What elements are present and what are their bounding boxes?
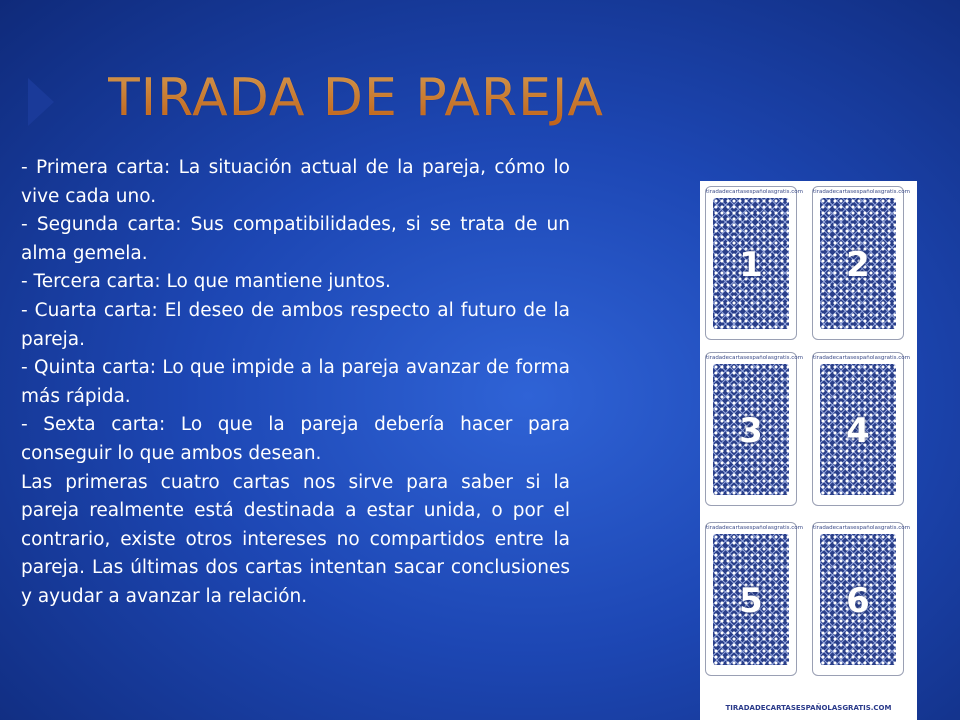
watermark-text: TIRADADECARTASESPAÑOLASGRATIS.COM xyxy=(725,704,892,712)
card-number: 5 xyxy=(739,581,763,621)
card-number: 1 xyxy=(739,245,763,285)
body-text xyxy=(21,154,570,612)
chevron-decoration-icon xyxy=(28,78,54,126)
card-brand-text: tiradadecartasespañolasgratis.com xyxy=(813,189,910,195)
card-brand-text: tiradadecartasespañolasgratis.com xyxy=(813,355,910,361)
card-5 xyxy=(705,522,803,676)
paragraph-sexta-carta: - Sexta carta: Lo que la pareja debería hacer para conseguir lo que ambos desean. xyxy=(21,414,570,464)
card-brand-text: tiradadecartasespañolasgratis.com xyxy=(706,525,803,531)
card-4 xyxy=(812,352,910,506)
paragraph-primera-carta: - Primera carta: La situación actual de la pareja, cómo lo vive cada uno. xyxy=(21,157,570,207)
card-brand-text: tiradadecartasespañolasgratis.com xyxy=(813,525,910,531)
card-number: 4 xyxy=(846,411,870,451)
card-brand-text: tiradadecartasespañolasgratis.com xyxy=(706,355,803,361)
paragraph-cuarta-carta: - Cuarta carta: El deseo de ambos respecto al futuro de la pareja. xyxy=(21,299,570,350)
card-number: 3 xyxy=(739,411,763,451)
card-number: 6 xyxy=(846,581,870,621)
paragraph-quinta-carta: - Quinta carta: Lo que impide a la pareja avanzar de forma más rápida. xyxy=(21,357,570,407)
card-number: 2 xyxy=(846,245,870,285)
card-2 xyxy=(812,186,910,340)
paragraph-conclusion: Las primeras cuatro cartas nos sirve para saber si la pareja realmente está destinada a estar unida, o por el contrario, existe otros intereses no compartidos entre la pareja. Las últimas dos cartas intentan sacar conclusiones y ayudar a avanzar la relación. xyxy=(21,471,570,607)
card-1 xyxy=(705,186,803,340)
card-3 xyxy=(705,352,803,506)
cards-image-panel xyxy=(700,181,917,720)
card-brand-text: tiradadecartasespañolasgratis.com xyxy=(706,189,803,195)
card-6 xyxy=(812,522,910,676)
paragraph-tercera-carta: - Tercera carta: Lo que mantiene juntos. xyxy=(21,271,391,293)
paragraph-segunda-carta: - Segunda carta: Sus compatibilidades, si se trata de un alma gemela. xyxy=(21,214,570,264)
slide-title: TIRADA DE PAREJA xyxy=(108,68,604,128)
